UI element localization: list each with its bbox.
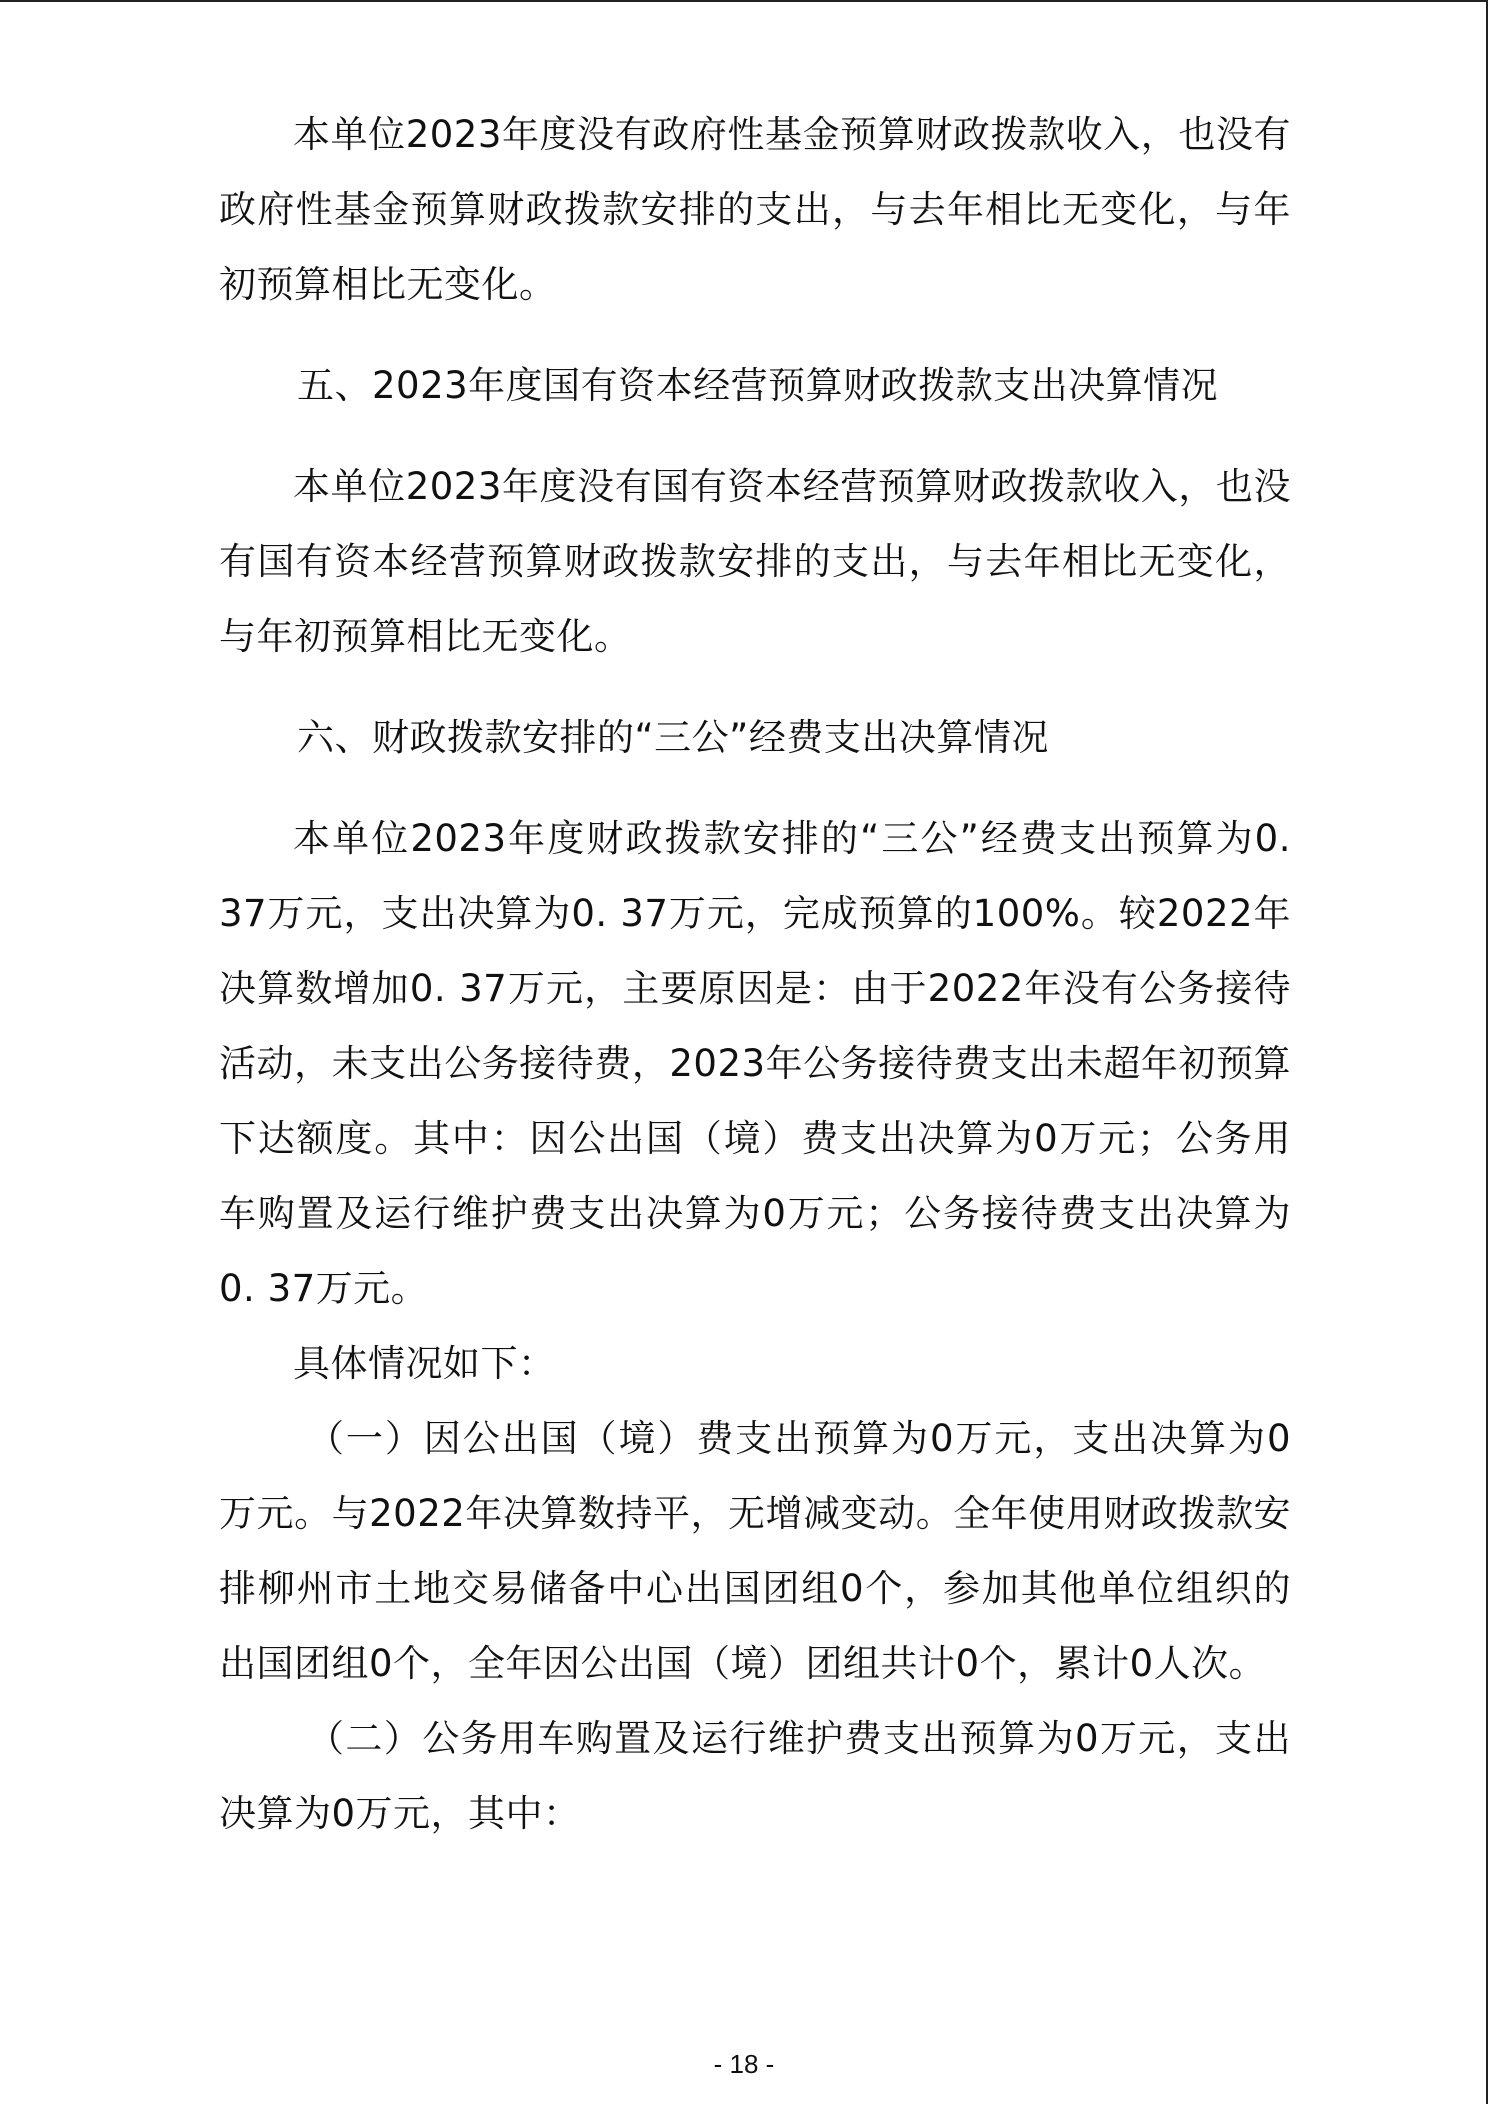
paragraph-overseas-expenses: （一）因公出国（境）费支出预算为0万元，支出决算为0万元。与2022年决算数持平，无增减变动。全年使用财政拨款安排柳州市土地交易储备中心出国团组0个，参加其他单位组织的出国团组0个，全年因公出国（境）团组共计0个，累计0人次。 (219, 1417, 1291, 1685)
section-heading-three-public-expenses: 六、财政拨款安排的“三公”经费支出决算情况 (297, 716, 1049, 759)
paragraph-state-capital: 本单位2023年度没有国有资本经营预算财政拨款收入，也没有国有资本经营预算财政拨款安排的支出，与去年相比无变化，与年初预算相比无变化。 (219, 465, 1291, 658)
page-content (219, 97, 1291, 1851)
paragraph-details-intro: 具体情况如下： (293, 1342, 556, 1385)
paragraph-three-public-expenses: 本单位2023年度财政拨款安排的“三公”经费支出预算为0. 37万元，支出决算为0. 37万元，完成预算的100%。较2022年决算数增加0. 37万元，主要原因是：由于2022年没有公务接待活动，未支出公务接待费，2023年公务接待费支出未超年初预算下达额度。其中：因公出国（境）费支出决算为0万元；公务用车购置及运行维护费支出决算为0万元；公务接待费支出决算为0. 37万元。 (219, 817, 1291, 1310)
page-number: - 18 - (713, 2049, 775, 2079)
paragraph-vehicle-expenses: （二）公务用车购置及运行维护费支出预算为0万元，支出决算为0万元，其中： (219, 1717, 1291, 1835)
paragraph-government-fund: 本单位2023年度没有政府性基金预算财政拨款收入，也没有政府性基金预算财政拨款安排的支出，与去年相比无变化，与年初预算相比无变化。 (219, 113, 1291, 306)
section-heading-state-capital: 五、2023年度国有资本经营预算财政拨款支出决算情况 (297, 364, 1219, 407)
